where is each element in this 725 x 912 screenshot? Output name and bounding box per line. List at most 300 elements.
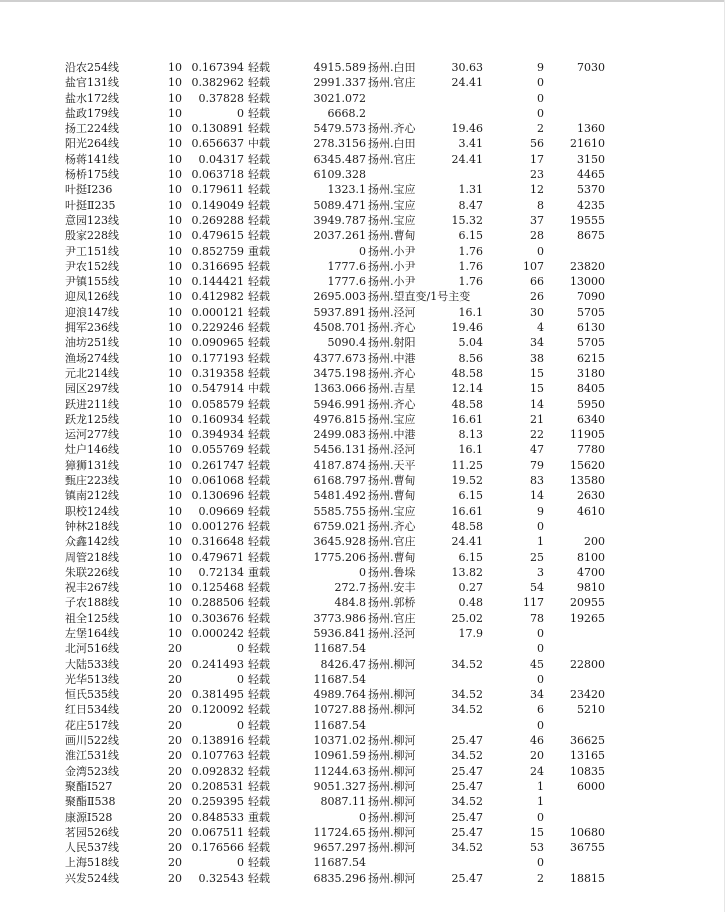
substation-cell: 扬州.官庄 [368, 535, 416, 549]
line-name-cell: 叶挺Ⅰ236 [65, 183, 113, 197]
distance-cell: 48.58 [451, 397, 483, 411]
load-rate-cell: 0 [237, 106, 244, 120]
distance-cell: 19.52 [451, 474, 483, 488]
capacity-cell: 11687.54 [313, 718, 366, 732]
line-name-cell: 红日534线 [65, 703, 119, 717]
voltage-cell: 10 [168, 305, 182, 319]
count-cell: 24 [530, 764, 544, 778]
substation-cell: 扬州.鲁垛 [368, 565, 416, 579]
total-cell: 8675 [577, 229, 605, 243]
voltage-cell: 20 [168, 871, 182, 885]
capacity-cell: 6759.021 [313, 519, 366, 533]
capacity-cell: 6168.797 [313, 474, 366, 488]
load-type-cell: 轻载 [248, 152, 270, 166]
total-cell: 10835 [570, 764, 605, 778]
line-name-cell: 淮江531线 [65, 749, 119, 763]
load-type-cell: 轻载 [248, 519, 270, 533]
total-cell: 36625 [570, 734, 605, 748]
voltage-cell: 10 [168, 596, 182, 610]
load-rate-cell: 0.09669 [198, 504, 244, 518]
line-name-cell: 众鑫142线 [65, 535, 119, 549]
count-cell: 117 [523, 596, 544, 610]
load-rate-cell: 0.288506 [191, 596, 244, 610]
line-name-cell: 运河277线 [65, 428, 119, 442]
substation-cell: 扬州.曹甸 [368, 489, 416, 503]
capacity-cell: 11687.54 [313, 672, 366, 686]
load-type-cell: 轻载 [248, 504, 270, 518]
voltage-cell: 10 [168, 504, 182, 518]
capacity-cell: 10727.88 [313, 703, 366, 717]
distance-cell: 30.63 [451, 61, 483, 74]
distance-cell: 6.15 [458, 489, 483, 503]
voltage-cell: 10 [168, 275, 182, 289]
line-name-cell: 人民537线 [65, 841, 119, 855]
count-cell: 17 [530, 152, 544, 166]
substation-cell: 扬州.柳河 [368, 841, 416, 855]
total-cell: 5705 [577, 336, 605, 350]
table-row [0, 244, 725, 259]
load-type-cell: 轻载 [248, 91, 270, 105]
load-rate-cell: 0.160934 [191, 412, 244, 426]
load-rate-cell: 0 [237, 856, 244, 870]
total-cell: 15620 [570, 458, 605, 472]
table-row [0, 289, 725, 304]
voltage-cell: 10 [168, 183, 182, 197]
load-type-cell: 中载 [248, 137, 270, 151]
line-name-cell: 尹工151线 [65, 244, 119, 258]
line-name-cell: 灶户146线 [65, 443, 119, 457]
total-cell: 2630 [577, 489, 605, 503]
load-rate-cell: 0.107763 [191, 749, 244, 763]
count-cell: 25 [530, 550, 544, 564]
total-cell: 19555 [570, 213, 605, 227]
total-cell: 200 [584, 535, 605, 549]
capacity-cell: 10961.59 [313, 749, 366, 763]
total-cell: 36755 [570, 841, 605, 855]
distance-cell: 19.46 [451, 321, 483, 335]
substation-cell: 扬州.柳河 [368, 657, 416, 671]
line-name-cell: 迎浪147线 [65, 305, 119, 319]
capacity-cell: 4508.701 [313, 321, 366, 335]
distance-cell: 1.31 [458, 183, 483, 197]
voltage-cell: 10 [168, 76, 182, 90]
voltage-cell: 20 [168, 825, 182, 839]
total-cell: 4235 [577, 198, 605, 212]
voltage-cell: 10 [168, 351, 182, 365]
table-row [0, 672, 725, 687]
count-cell: 14 [530, 397, 544, 411]
load-rate-cell: 0.090965 [191, 336, 244, 350]
substation-cell: 扬州.白田 [368, 137, 416, 151]
line-name-cell: 杨蒋141线 [65, 152, 119, 166]
line-name-cell: 扬工224线 [65, 122, 119, 136]
load-rate-cell: 0.167394 [191, 61, 244, 74]
distance-cell: 34.52 [451, 749, 483, 763]
load-rate-cell: 0 [237, 718, 244, 732]
total-cell: 9810 [577, 581, 605, 595]
table-row [0, 152, 725, 167]
line-name-cell: 兴发524线 [65, 871, 119, 885]
substation-cell: 扬州.泾河 [368, 443, 416, 457]
substation-cell: 扬州.宝应 [368, 198, 416, 212]
voltage-cell: 10 [168, 611, 182, 625]
load-rate-cell: 0.479615 [191, 229, 244, 243]
table-row [0, 611, 725, 626]
total-cell: 19265 [570, 611, 605, 625]
line-name-cell: 康源Ⅰ528 [65, 810, 113, 824]
substation-cell: 扬州.中港 [368, 351, 416, 365]
distance-cell: 25.47 [451, 871, 483, 885]
load-rate-cell: 0.149049 [191, 198, 244, 212]
count-cell: 78 [530, 611, 544, 625]
distance-cell: 25.47 [451, 734, 483, 748]
voltage-cell: 10 [168, 213, 182, 227]
load-rate-cell: 0.179611 [191, 183, 244, 197]
load-type-cell: 轻载 [248, 688, 270, 702]
total-cell: 6130 [577, 321, 605, 335]
substation-cell: 扬州.小尹 [368, 259, 416, 273]
substation-cell: 扬州.吉星 [368, 382, 416, 396]
total-cell: 18815 [570, 871, 605, 885]
total-cell: 10680 [570, 825, 605, 839]
voltage-cell: 10 [168, 428, 182, 442]
count-cell: 3 [537, 565, 544, 579]
total-cell: 23820 [570, 259, 605, 273]
voltage-cell: 20 [168, 779, 182, 793]
capacity-cell: 2037.261 [313, 229, 366, 243]
voltage-cell: 10 [168, 91, 182, 105]
line-name-cell: 光华513线 [65, 672, 119, 686]
load-type-cell: 轻载 [248, 626, 270, 640]
distance-cell: 13.82 [451, 565, 483, 579]
distance-cell: 25.47 [451, 810, 483, 824]
total-cell: 5950 [577, 397, 605, 411]
table-row [0, 397, 725, 412]
voltage-cell: 20 [168, 734, 182, 748]
table-row [0, 733, 725, 748]
substation-cell: 扬州.小尹 [368, 244, 416, 258]
table-row [0, 825, 725, 840]
load-type-cell: 轻载 [248, 458, 270, 472]
table-row [0, 427, 725, 442]
voltage-cell: 10 [168, 106, 182, 120]
load-type-cell: 轻载 [248, 718, 270, 732]
capacity-cell: 1323.1 [327, 183, 366, 197]
table-row [0, 657, 725, 672]
table-row [0, 259, 725, 274]
distance-cell: 5.04 [458, 336, 483, 350]
line-name-cell: 聚酯Ⅱ538 [65, 795, 116, 809]
line-name-cell: 阳光264线 [65, 137, 119, 151]
capacity-cell: 8087.11 [320, 795, 366, 809]
capacity-cell: 1363.066 [313, 382, 366, 396]
load-rate-cell: 0.001276 [191, 519, 244, 533]
count-cell: 22 [530, 428, 544, 442]
line-name-cell: 金湾523线 [65, 764, 119, 778]
count-cell: 66 [530, 275, 544, 289]
count-cell: 23 [530, 168, 544, 182]
load-type-cell: 轻载 [248, 351, 270, 365]
substation-cell: 扬州.官庄 [368, 76, 416, 90]
capacity-cell: 5946.991 [313, 397, 366, 411]
total-cell: 11905 [570, 428, 605, 442]
table-row [0, 488, 725, 503]
capacity-cell: 11724.65 [313, 825, 366, 839]
load-rate-cell: 0 [237, 642, 244, 656]
load-type-cell: 轻载 [248, 596, 270, 610]
load-type-cell: 轻载 [248, 535, 270, 549]
table-row [0, 228, 725, 243]
line-name-cell: 职校124线 [65, 504, 119, 518]
line-name-cell: 园区297线 [65, 382, 119, 396]
line-name-cell: 盐政179线 [65, 106, 119, 120]
line-name-cell: 盐水172线 [65, 91, 119, 105]
table-row [0, 519, 725, 534]
load-rate-cell: 0.241493 [191, 657, 244, 671]
capacity-cell: 5481.492 [313, 489, 366, 503]
top-border [0, 0, 725, 2]
line-name-cell: 左堡164线 [65, 626, 119, 640]
load-rate-cell: 0.316648 [191, 535, 244, 549]
line-name-cell: 朱联226线 [65, 565, 119, 579]
load-type-cell: 重载 [248, 565, 270, 579]
load-type-cell: 轻载 [248, 321, 270, 335]
substation-cell: 扬州.齐心 [368, 397, 416, 411]
substation-cell: 扬州.柳河 [368, 871, 416, 885]
capacity-cell: 5456.131 [313, 443, 366, 457]
load-rate-cell: 0.316695 [191, 259, 244, 273]
table-row [0, 718, 725, 733]
load-type-cell: 轻载 [248, 428, 270, 442]
total-cell: 3180 [577, 366, 605, 380]
substation-cell: 扬州.宝应 [368, 213, 416, 227]
load-type-cell: 轻载 [248, 489, 270, 503]
load-type-cell: 轻载 [248, 779, 270, 793]
table-row [0, 167, 725, 182]
voltage-cell: 10 [168, 626, 182, 640]
table-row [0, 595, 725, 610]
total-cell: 13000 [570, 275, 605, 289]
capacity-cell: 278.3156 [313, 137, 366, 151]
substation-cell: 扬州.曹甸 [368, 550, 416, 564]
voltage-cell: 10 [168, 489, 182, 503]
voltage-cell: 20 [168, 810, 182, 824]
capacity-cell: 1777.6 [327, 275, 366, 289]
distance-cell: 15.32 [451, 213, 483, 227]
substation-cell: 扬州.齐心 [368, 366, 416, 380]
line-name-cell: 元北214线 [65, 366, 119, 380]
count-cell: 34 [530, 336, 544, 350]
count-cell: 53 [530, 841, 544, 855]
distance-cell: 6.15 [458, 229, 483, 243]
table-row [0, 335, 725, 350]
table-row [0, 274, 725, 289]
capacity-cell: 3475.198 [313, 366, 366, 380]
table-row [0, 504, 725, 519]
capacity-cell: 1777.6 [327, 259, 366, 273]
count-cell: 2 [537, 122, 544, 136]
data-table [0, 60, 725, 886]
substation-cell: 扬州.郭桥 [368, 596, 416, 610]
load-type-cell: 轻载 [248, 213, 270, 227]
load-type-cell: 轻载 [248, 443, 270, 457]
count-cell: 30 [530, 305, 544, 319]
voltage-cell: 10 [168, 412, 182, 426]
load-type-cell: 轻载 [248, 550, 270, 564]
voltage-cell: 10 [168, 137, 182, 151]
distance-cell: 25.47 [451, 825, 483, 839]
line-name-cell: 茗园526线 [65, 825, 119, 839]
load-rate-cell: 0.381495 [191, 688, 244, 702]
count-cell: 47 [530, 443, 544, 457]
load-rate-cell: 0.130696 [191, 489, 244, 503]
line-name-cell: 甄庄223线 [65, 474, 119, 488]
load-rate-cell: 0.412982 [191, 290, 244, 304]
substation-cell: 扬州.齐心 [368, 122, 416, 136]
total-cell: 8100 [577, 550, 605, 564]
voltage-cell: 10 [168, 152, 182, 166]
capacity-cell: 11687.54 [313, 856, 366, 870]
capacity-cell: 2695.003 [313, 290, 366, 304]
load-rate-cell: 0.848533 [191, 810, 244, 824]
table-row [0, 351, 725, 366]
line-name-cell: 北河516线 [65, 642, 119, 656]
table-row [0, 458, 725, 473]
capacity-cell: 11687.54 [313, 642, 366, 656]
line-name-cell: 獐狮131线 [65, 458, 119, 472]
table-row [0, 412, 725, 427]
line-name-cell: 祝丰267线 [65, 581, 119, 595]
count-cell: 83 [530, 474, 544, 488]
distance-cell: 34.52 [451, 703, 483, 717]
total-cell: 7090 [577, 290, 605, 304]
substation-cell: 扬州.射阳 [368, 336, 416, 350]
count-cell: 20 [530, 749, 544, 763]
table-row [0, 550, 725, 565]
table-row [0, 641, 725, 656]
load-type-cell: 轻载 [248, 871, 270, 885]
load-rate-cell: 0.382962 [191, 76, 244, 90]
voltage-cell: 10 [168, 581, 182, 595]
load-rate-cell: 0.319358 [191, 366, 244, 380]
capacity-cell: 4915.589 [313, 61, 366, 74]
line-name-cell: 迎凤126线 [65, 290, 119, 304]
table-row [0, 748, 725, 763]
line-name-cell: 殷家228线 [65, 229, 119, 243]
load-type-cell: 轻载 [248, 749, 270, 763]
line-name-cell: 恒氏535线 [65, 688, 119, 702]
load-type-cell: 重载 [248, 810, 270, 824]
count-cell: 15 [530, 366, 544, 380]
distance-cell: 24.41 [451, 76, 483, 90]
total-cell: 6000 [577, 779, 605, 793]
count-cell: 6 [537, 703, 544, 717]
voltage-cell: 10 [168, 259, 182, 273]
count-cell: 1 [537, 779, 544, 793]
distance-cell: 34.52 [451, 657, 483, 671]
voltage-cell: 10 [168, 550, 182, 564]
capacity-cell: 5479.573 [313, 122, 366, 136]
voltage-cell: 10 [168, 382, 182, 396]
load-type-cell: 轻载 [248, 611, 270, 625]
line-name-cell: 尹农152线 [65, 259, 119, 273]
load-rate-cell: 0.394934 [191, 428, 244, 442]
substation-cell: 扬州.宝应 [368, 412, 416, 426]
substation-cell: 扬州.柳河 [368, 764, 416, 778]
line-name-cell: 上海518线 [65, 856, 119, 870]
table-row [0, 779, 725, 794]
table-row [0, 60, 725, 75]
count-cell: 1 [537, 795, 544, 809]
count-cell: 37 [530, 213, 544, 227]
table-row [0, 305, 725, 320]
count-cell: 0 [537, 244, 544, 258]
capacity-cell: 3021.072 [313, 91, 366, 105]
total-cell: 4465 [577, 168, 605, 182]
substation-cell: 扬州.小尹 [368, 275, 416, 289]
table-row [0, 198, 725, 213]
load-type-cell: 轻载 [248, 795, 270, 809]
count-cell: 0 [537, 519, 544, 533]
table-row [0, 75, 725, 90]
voltage-cell: 20 [168, 749, 182, 763]
table-row [0, 534, 725, 549]
load-type-cell: 轻载 [248, 122, 270, 136]
line-name-cell: 尹镇155线 [65, 275, 119, 289]
capacity-cell: 9051.327 [313, 779, 366, 793]
load-type-cell: 轻载 [248, 336, 270, 350]
voltage-cell: 10 [168, 336, 182, 350]
load-rate-cell: 0.04317 [198, 152, 244, 166]
substation-cell: 扬州.白田 [368, 61, 416, 74]
line-name-cell: 子农188线 [65, 596, 119, 610]
total-cell: 13165 [570, 749, 605, 763]
load-rate-cell: 0.063718 [191, 168, 244, 182]
voltage-cell: 10 [168, 474, 182, 488]
table-row [0, 702, 725, 717]
count-cell: 56 [530, 137, 544, 151]
capacity-cell: 8426.47 [320, 657, 366, 671]
load-type-cell: 轻载 [248, 703, 270, 717]
load-type-cell: 轻载 [248, 305, 270, 319]
capacity-cell: 4377.673 [313, 351, 366, 365]
distance-cell: 25.47 [451, 764, 483, 778]
capacity-cell: 3773.986 [313, 611, 366, 625]
load-type-cell: 轻载 [248, 259, 270, 273]
capacity-cell: 5936.841 [313, 626, 366, 640]
load-type-cell: 轻载 [248, 672, 270, 686]
distance-cell: 3.41 [458, 137, 483, 151]
table-row [0, 687, 725, 702]
total-cell: 21610 [570, 137, 605, 151]
capacity-cell: 5090.4 [327, 336, 366, 350]
capacity-cell: 4989.764 [313, 688, 366, 702]
load-rate-cell: 0.130891 [191, 122, 244, 136]
capacity-cell: 6835.296 [313, 871, 366, 885]
distance-cell: 1.76 [458, 275, 483, 289]
count-cell: 0 [537, 718, 544, 732]
voltage-cell: 10 [168, 229, 182, 243]
line-name-cell: 花庄517线 [65, 718, 119, 732]
load-rate-cell: 0.138916 [191, 734, 244, 748]
load-type-cell: 轻载 [248, 290, 270, 304]
capacity-cell: 272.7 [334, 581, 366, 595]
count-cell: 12 [530, 183, 544, 197]
capacity-cell: 5585.755 [313, 504, 366, 518]
distance-cell: 48.58 [451, 366, 483, 380]
count-cell: 46 [530, 734, 544, 748]
distance-cell: 16.1 [458, 305, 483, 319]
